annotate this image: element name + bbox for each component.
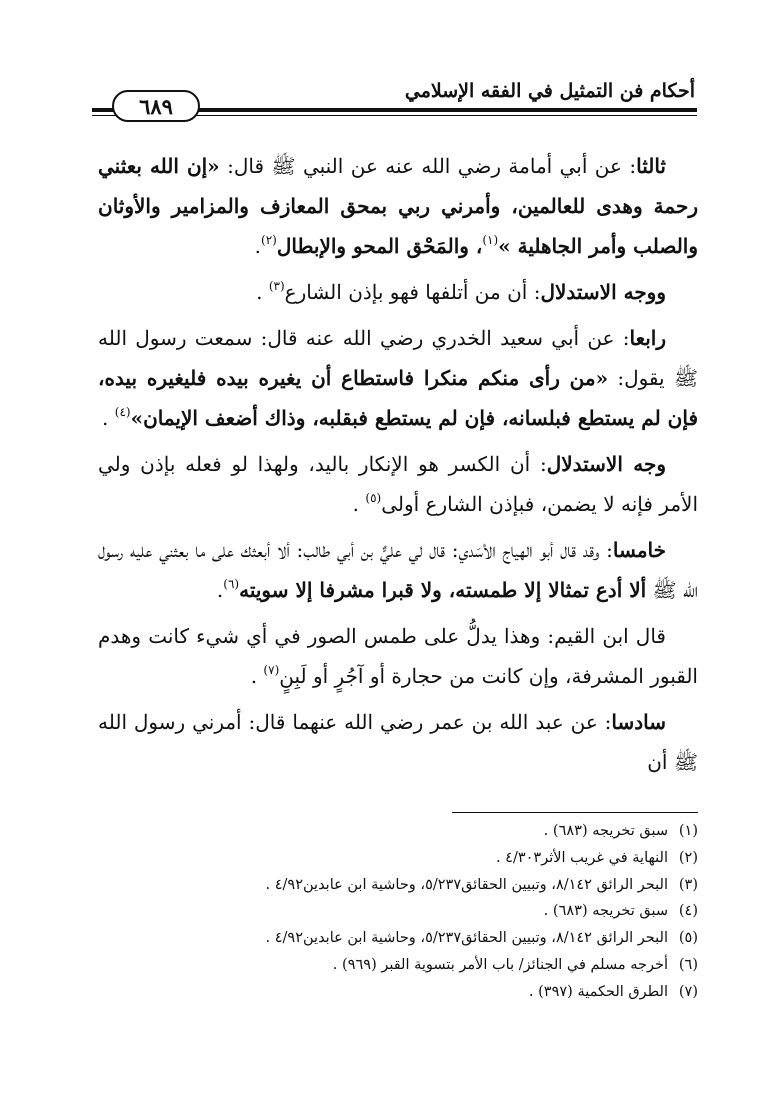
- paragraph-text: : وقد قال أبو الهياج الأسَدي: قال لي عليٌّ بن أبي طالب: ألا أبعثك على ما بعثني عليه رسول الله ﷺ: [98, 538, 698, 602]
- footnote-text: الطرق الحكمية (٣٩٧) .: [528, 983, 668, 1000]
- paragraph-fifth: [98, 530, 698, 610]
- footnote: [98, 845, 698, 872]
- footnote: [98, 898, 698, 925]
- paragraph-lead: خامسا: [612, 538, 666, 562]
- footnote-number: (٦): [678, 956, 698, 973]
- footnote-text: البحر الرائق ٨/١٤٢، وتبيين الحقائق٥/٢٣٧، وحاشية ابن عابدين٤/٩٢ .: [265, 930, 668, 947]
- footnote-text: أخرجه مسلم في الجنائز/ باب الأمر بتسوية القبر (٩٦٩) .: [332, 956, 668, 973]
- page-number-badge: [112, 90, 200, 122]
- footnote-number: (٥): [678, 930, 698, 947]
- footnote: [98, 818, 698, 845]
- paragraph-text: : عن أبي أمامة رضي الله عنه عن النبي ﷺ قال:: [219, 154, 637, 178]
- footnote-ref: (٦): [223, 577, 240, 591]
- footnote: [98, 925, 698, 952]
- hadith-quote: «إن الله بعثني رحمة وهدى للعالمين، وأمرني ربي بمحق المعازف والمزامير والأوثان والصلب وأمر الجاهلية »: [98, 154, 698, 258]
- paragraph-fourth: [98, 318, 698, 438]
- paragraph-inference-2: [98, 444, 698, 524]
- footnote-ref: (٤): [114, 405, 131, 419]
- paragraph-end: .: [216, 578, 224, 602]
- footnote-text: النهاية في غريب الأثر٤/٣٠٣ .: [495, 849, 668, 866]
- paragraph-end: .: [250, 664, 264, 688]
- paragraph-third: [98, 146, 698, 266]
- footnote-number: (١): [678, 823, 698, 839]
- paragraph-end: .: [352, 492, 366, 516]
- paragraph-text: : أن الكسر هو الإنكار باليد، ولهذا لو فعله بإذن ولي الأمر فإنه لا يضمن، فبإذن الشارع أولى: [98, 452, 698, 516]
- footnote-separator: [452, 812, 698, 813]
- footnote: [98, 979, 698, 1006]
- footnote-ref: (٣): [268, 279, 285, 293]
- footnote-text: سبق تخريجه (٦٨٣) .: [543, 823, 668, 839]
- paragraph-end: .: [256, 280, 269, 304]
- footnote: [98, 872, 698, 899]
- paragraph-end: .: [102, 406, 115, 430]
- footnote-text: سبق تخريجه (٦٨٣) .: [543, 903, 668, 920]
- paragraph-ibn-qayyim: [98, 616, 698, 696]
- paragraph-text: : أن من أتلفها فهو بإذن الشارع: [284, 280, 541, 304]
- footnote-ref: (٥): [365, 491, 382, 505]
- footnote: [98, 952, 698, 979]
- paragraph-lead: ووجه الاستدلال: [540, 280, 666, 304]
- footnote-number: (٤): [678, 903, 698, 920]
- footnote-number: (٢): [678, 849, 698, 866]
- paragraph-inference-1: [98, 272, 698, 312]
- paragraph-end: .: [254, 234, 262, 258]
- paragraph-text: ، والمَحْق المحو والإبطال: [276, 234, 483, 258]
- footnote-ref: (٧): [263, 663, 280, 677]
- footnote-text: البحر الرائق ٨/١٤٢، وتبيين الحقائق٥/٢٣٧، وحاشية ابن عابدين٤/٩٢ .: [265, 876, 668, 893]
- paragraph-sixth: [98, 702, 698, 782]
- page-number: ٦٨٩: [139, 93, 173, 119]
- hadith-quote: ألا أدع تمثالا إلا طمسته، ولا قبرا مشرفا إلا سويته: [239, 578, 647, 602]
- paragraph-text: قال ابن القيم: وهذا يدلُّ على طمس الصور في أي شيء كانت وهدم القبور المشرفة، وإن كانت من حجارة أو آجُرٍ أو لَبِنٍ: [98, 624, 698, 688]
- footnote-number: (٣): [678, 876, 698, 893]
- footnote-number: (٧): [678, 983, 698, 1000]
- footnotes: [98, 818, 698, 1006]
- paragraph-lead: رابعا: [629, 326, 666, 350]
- main-text: [98, 146, 698, 788]
- footnote-ref: (١): [482, 233, 499, 247]
- paragraph-lead: سادسا: [611, 710, 666, 734]
- running-head-title: أحكام فن التمثيل في الفقه الإسلامي: [404, 80, 695, 102]
- hadith-quote: «من رأى منكم منكرا فاستطاع أن يغيره بيده فليغيره بيده، فإن لم يستطع فبلسانه، فإن لم يستطع فبقلبه، وذاك أضعف الإيمان»: [98, 366, 698, 430]
- paragraph-text: : عن أبي سعيد الخدري رضي الله عنه قال: سمعت رسول الله ﷺ يقول:: [98, 326, 698, 390]
- paragraph-text: : عن عبد الله بن عمر رضي الله عنهما قال: أمرني رسول الله ﷺ أن: [98, 710, 698, 774]
- footnote-ref: (٢): [261, 233, 277, 247]
- paragraph-lead: ثالثا: [636, 154, 666, 178]
- paragraph-lead: وجه الاستدلال: [546, 452, 666, 476]
